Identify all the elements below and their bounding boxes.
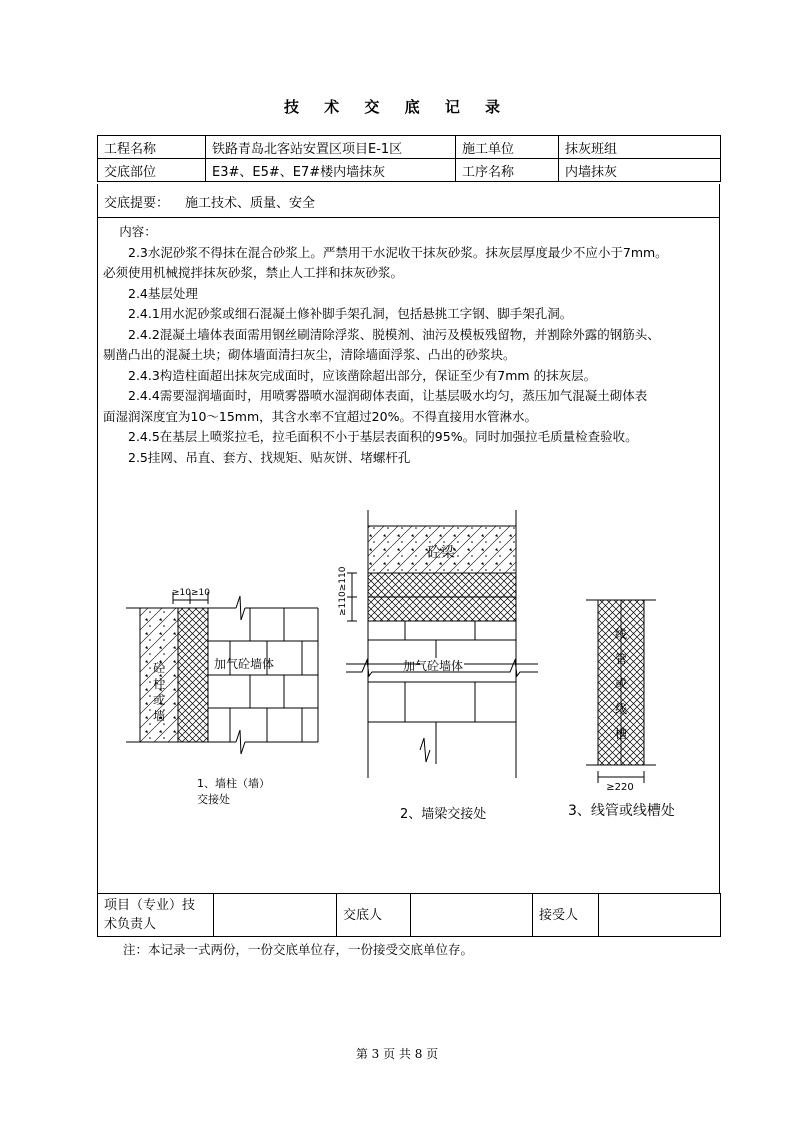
content-paragraph: 2.4.2混凝土墙体表面需用钢丝刷清除浮浆、脱模剂、油污及模板残留物，并割除外露的钢筋头、 xyxy=(128,326,660,342)
content-paragraph: 必须使用机械搅拌抹灰砂浆，禁止人工拌和抹灰砂浆。 xyxy=(103,265,404,280)
summary-value: 施工技术、质量、安全 xyxy=(185,196,316,211)
content-paragraph: 剔凿凸出的混凝土块；砌体墙面清扫灰尘，清除墙面浮浆、凸出的砂浆块。 xyxy=(103,347,516,362)
process-label: 工序名称 xyxy=(456,159,559,182)
content-paragraph: 2.4.1用水泥砂浆或细石混凝土修补脚手架孔洞，包括悬挑工字钢、脚手架孔洞。 xyxy=(128,306,573,321)
dim-label-3: ≥220 xyxy=(606,782,634,793)
caption-3: 3、线管或线槽处 xyxy=(568,803,675,819)
receiver-value xyxy=(599,894,721,937)
column-char: 砼 xyxy=(152,661,166,675)
column-char: 或 xyxy=(152,693,166,707)
page-footer: 第 3 页 共 8 页 xyxy=(355,1047,439,1061)
content-paragraph: 2.4.3构造柱面超出抹灰完成面时，应该凿除超出部分，保证至少有7mm 的抹灰层。 xyxy=(128,367,597,383)
location-value: E3#、E5#、E7#楼内墙抹灰 xyxy=(206,159,456,182)
signature-table xyxy=(97,893,721,937)
content-paragraph: 2.4.4需要湿润墙面时，用喷雾器喷水湿润砌体表面，让基层吸水均匀，蒸压加气混凝土砌体表 xyxy=(128,388,648,403)
presenter-value xyxy=(411,894,533,937)
content-paragraph: 面湿润深度宜为10～15mm，其含水率不宜超过20%。不得直接用水管淋水。 xyxy=(103,408,537,424)
document-title: 技 术 交 底 记 录 xyxy=(283,98,511,116)
pipe-char: 线 xyxy=(614,627,628,641)
tech-lead-value xyxy=(214,894,337,937)
caption-1-line1: 1、墙柱（墙） xyxy=(197,777,270,790)
diagram-wall-beam-junction xyxy=(338,510,538,822)
content-paragraph: 2.3水泥砂浆不得抹在混合砂浆上。严禁用干水泥收干抹灰砂浆。抹灰层厚度最少不应小于7mm。 xyxy=(128,244,668,260)
block-wall-label-1: 加气砼墙体 xyxy=(213,657,275,671)
project-name-label: 工程名称 xyxy=(98,136,206,159)
content-paragraph: 2.4.5在基层上喷浆拉毛，拉毛面积不小于基层表面积的95%。同时加强拉毛质量检查验收。 xyxy=(128,429,638,444)
tech-lead-label: 项目（专业）技 术负责人 xyxy=(98,894,214,937)
contractor-value: 抹灰班组 xyxy=(559,136,721,159)
dim-label-1: ≥10≥10 xyxy=(172,588,210,598)
content-label: 内容： xyxy=(119,224,157,239)
receiver-label: 接受人 xyxy=(533,894,599,937)
column-char: 柱 xyxy=(152,677,166,691)
caption-2: 2、墙梁交接处 xyxy=(400,807,487,822)
pipe-char: 管 xyxy=(614,652,628,666)
caption-1-line2: 交接处 xyxy=(197,793,230,806)
pipe-char: 槽 xyxy=(614,727,628,741)
project-name-value: 铁路青岛北客站安置区项目E-1区 xyxy=(206,136,456,159)
diagram-pipe-trunking xyxy=(568,600,675,819)
block-wall-label-2: 加气砼墙体 xyxy=(402,659,464,673)
content-paragraph: 2.4基层处理 xyxy=(128,285,198,301)
process-value: 内墙抹灰 xyxy=(559,159,721,182)
pipe-char: 线 xyxy=(614,702,628,716)
beam-label: 砼梁 xyxy=(427,545,455,561)
note: 注：本记录一式两份，一份交底单位存，一份接受交底单位存。 xyxy=(123,942,474,957)
column-char: 墙 xyxy=(152,709,166,723)
dim-label-2: ≥110≥110 xyxy=(338,566,348,616)
content-paragraph: 2.5挂网、吊直、套方、找规矩、贴灰饼、堵螺杆孔 xyxy=(128,449,411,465)
mesh-layer xyxy=(178,608,208,742)
location-label: 交底部位 xyxy=(98,159,206,182)
diagram-wall-column-junction xyxy=(126,588,318,806)
pipe-char: 或 xyxy=(614,677,628,691)
summary-label: 交底提要： xyxy=(104,196,170,211)
presenter-label: 交底人 xyxy=(337,894,411,937)
contractor-label: 施工单位 xyxy=(456,136,559,159)
